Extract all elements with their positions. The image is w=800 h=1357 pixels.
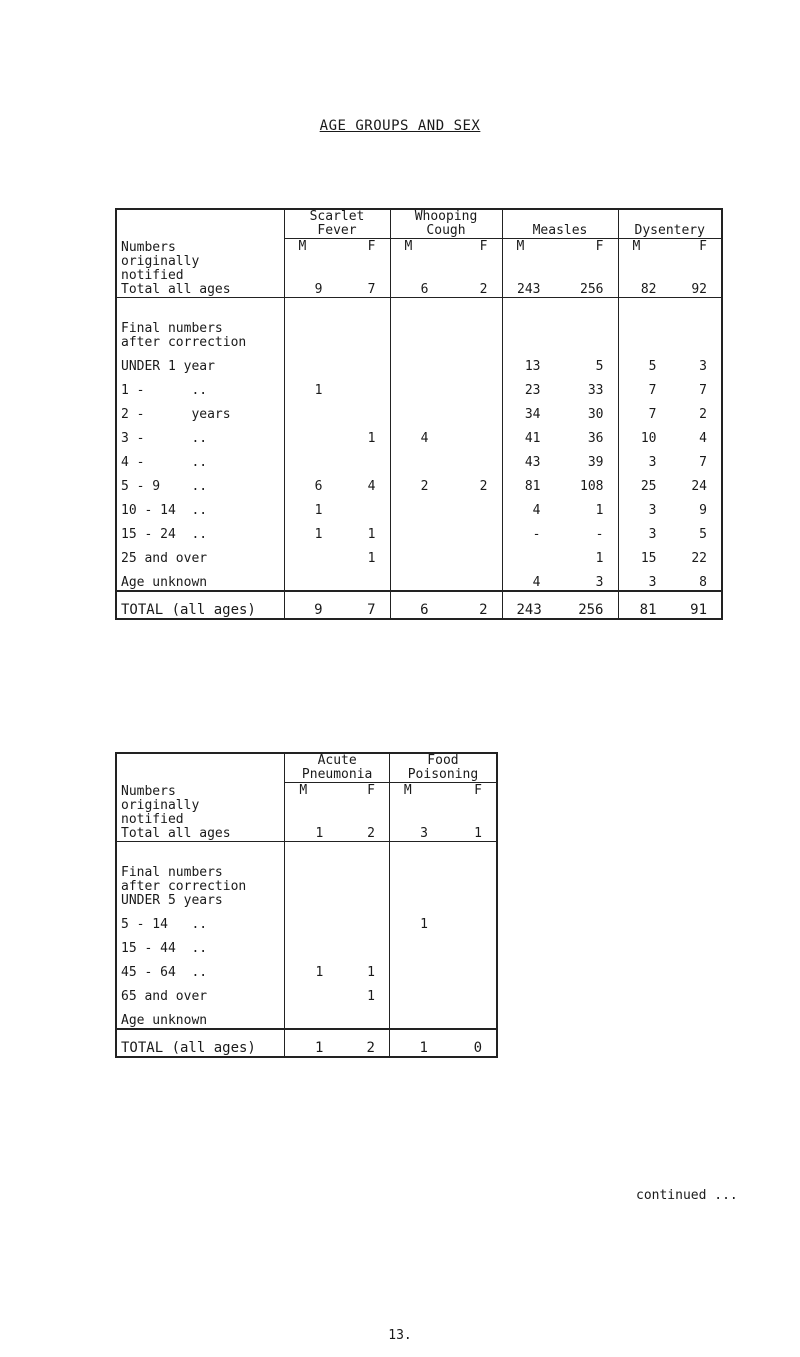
- table-row: [116, 956, 497, 980]
- value-cell: [390, 446, 502, 470]
- value-cell: [390, 398, 502, 422]
- disease-header: Measles: [502, 209, 618, 239]
- row-label: 5 - 14 ..: [121, 917, 208, 932]
- table-row: [116, 470, 722, 494]
- value-cell: 25 24: [618, 470, 722, 494]
- row-label: 1 - ..: [121, 383, 208, 398]
- value-cell: [284, 350, 390, 374]
- value-cell: 5 3: [618, 350, 722, 374]
- value-cell: 3 9: [618, 494, 722, 518]
- row-label: Final numbers after correction UNDER 5 years: [116, 842, 285, 909]
- value-cell: - -: [502, 518, 618, 542]
- value-cell: 23 33: [502, 374, 618, 398]
- value-cell: [284, 398, 390, 422]
- row-label: 65 and over: [121, 989, 208, 1004]
- mf-cell: M F 82 92: [618, 239, 722, 298]
- total-label: TOTAL (all ages): [116, 1029, 285, 1057]
- continued-note: continued ...: [636, 1188, 738, 1203]
- notified-row: [116, 239, 722, 298]
- table-row: [116, 1004, 497, 1029]
- value-cell: 3 8: [618, 566, 722, 591]
- notifications-table-main: [115, 208, 723, 620]
- value-cell: 1: [502, 542, 618, 566]
- table-header-row: [116, 753, 497, 783]
- row-label: 15 - 44 ..: [121, 941, 208, 956]
- mf-cell: M F 243 256: [502, 239, 618, 298]
- value-cell: 41 36: [502, 422, 618, 446]
- value-cell: 1: [389, 908, 497, 932]
- row-label: Numbers originally notified Total all ages: [121, 240, 231, 297]
- value-cell: [390, 566, 502, 591]
- row-label: 5 - 9 ..: [121, 479, 208, 494]
- value-cell: 1: [284, 494, 390, 518]
- row-label: 10 - 14 ..: [121, 503, 208, 518]
- disease-header: Whooping Cough: [390, 209, 502, 239]
- table-row: [116, 398, 722, 422]
- row-label: 4 - ..: [121, 455, 208, 470]
- value-cell: [389, 1004, 497, 1029]
- value-cell: [285, 1004, 390, 1029]
- value-cell: [285, 932, 390, 956]
- value-cell: [389, 932, 497, 956]
- value-cell: 4 1: [502, 494, 618, 518]
- value-cell: 1 1: [284, 518, 390, 542]
- value-cell: 13 5: [502, 350, 618, 374]
- value-cell: 1: [284, 374, 390, 398]
- table-row: [116, 908, 497, 932]
- row-label: 3 - ..: [121, 431, 208, 446]
- value-cell: [389, 956, 497, 980]
- value-cell: 3 5: [618, 518, 722, 542]
- disease-header: Scarlet Fever: [284, 209, 390, 239]
- value-cell: 1: [284, 542, 390, 566]
- page-number: 13.: [388, 1328, 412, 1343]
- table-row: [116, 980, 497, 1004]
- mf-cell: M F 9 7: [284, 239, 390, 298]
- row-label: Final numbers after correction: [116, 298, 284, 351]
- page-title: AGE GROUPS AND SEX: [319, 118, 481, 134]
- table-row: [116, 374, 722, 398]
- table-row: [116, 446, 722, 470]
- row-label: UNDER 1 year: [121, 359, 215, 374]
- value-cell: 3 7: [618, 446, 722, 470]
- table-row: [116, 494, 722, 518]
- final-header-row: [116, 298, 722, 351]
- value-cell: [389, 980, 497, 1004]
- value-cell: 15 22: [618, 542, 722, 566]
- value-cell: 81 108: [502, 470, 618, 494]
- table-row: [116, 422, 722, 446]
- value-cell: 1 1: [285, 956, 390, 980]
- row-label: 45 - 64 ..: [121, 965, 208, 980]
- value-cell: [390, 542, 502, 566]
- table-row: [116, 932, 497, 956]
- value-cell: 1: [284, 422, 390, 446]
- value-cell: 2 2: [390, 470, 502, 494]
- table-row: [116, 518, 722, 542]
- value-cell: [285, 908, 390, 932]
- value-cell: 6 4: [284, 470, 390, 494]
- notified-row: Numbers originally notified Total all ages M F 1 2 M F 3 1: [116, 783, 497, 842]
- value-cell: 7 2: [618, 398, 722, 422]
- disease-header: Dysentery: [618, 209, 722, 239]
- total-row: TOTAL (all ages) 1 2 1 0: [116, 1029, 497, 1057]
- total-row: TOTAL (all ages) 9 7 6 2 243 256 81 91: [116, 591, 722, 619]
- row-label: Age unknown: [121, 575, 208, 590]
- value-cell: [390, 494, 502, 518]
- value-cell: [390, 374, 502, 398]
- row-label: 25 and over: [121, 551, 208, 566]
- value-cell: 43 39: [502, 446, 618, 470]
- value-cell: 4: [390, 422, 502, 446]
- notifications-table-secondary: [115, 752, 498, 1058]
- total-label: TOTAL (all ages): [116, 591, 284, 619]
- value-cell: 1: [285, 980, 390, 1004]
- value-cell: 34 30: [502, 398, 618, 422]
- value-cell: 4 3: [502, 566, 618, 591]
- value-cell: [284, 446, 390, 470]
- row-label: Numbers originally notified Total all ages: [121, 784, 231, 841]
- value-cell: 10 4: [618, 422, 722, 446]
- disease-header: Acute Pneumonia: [285, 753, 390, 783]
- table-header-row: [116, 209, 722, 239]
- row-label: 15 - 24 ..: [121, 527, 208, 542]
- disease-header: Food Poisoning: [389, 753, 497, 783]
- value-cell: [390, 350, 502, 374]
- table-row: [116, 542, 722, 566]
- value-cell: [284, 566, 390, 591]
- row-label: Age unknown: [121, 1013, 208, 1028]
- row-label: 2 - years: [121, 407, 231, 422]
- final-header-row: [116, 842, 497, 909]
- value-cell: [390, 518, 502, 542]
- table-row: [116, 566, 722, 591]
- value-cell: 7 7: [618, 374, 722, 398]
- table-row: [116, 350, 722, 374]
- mf-cell: M F 6 2: [390, 239, 502, 298]
